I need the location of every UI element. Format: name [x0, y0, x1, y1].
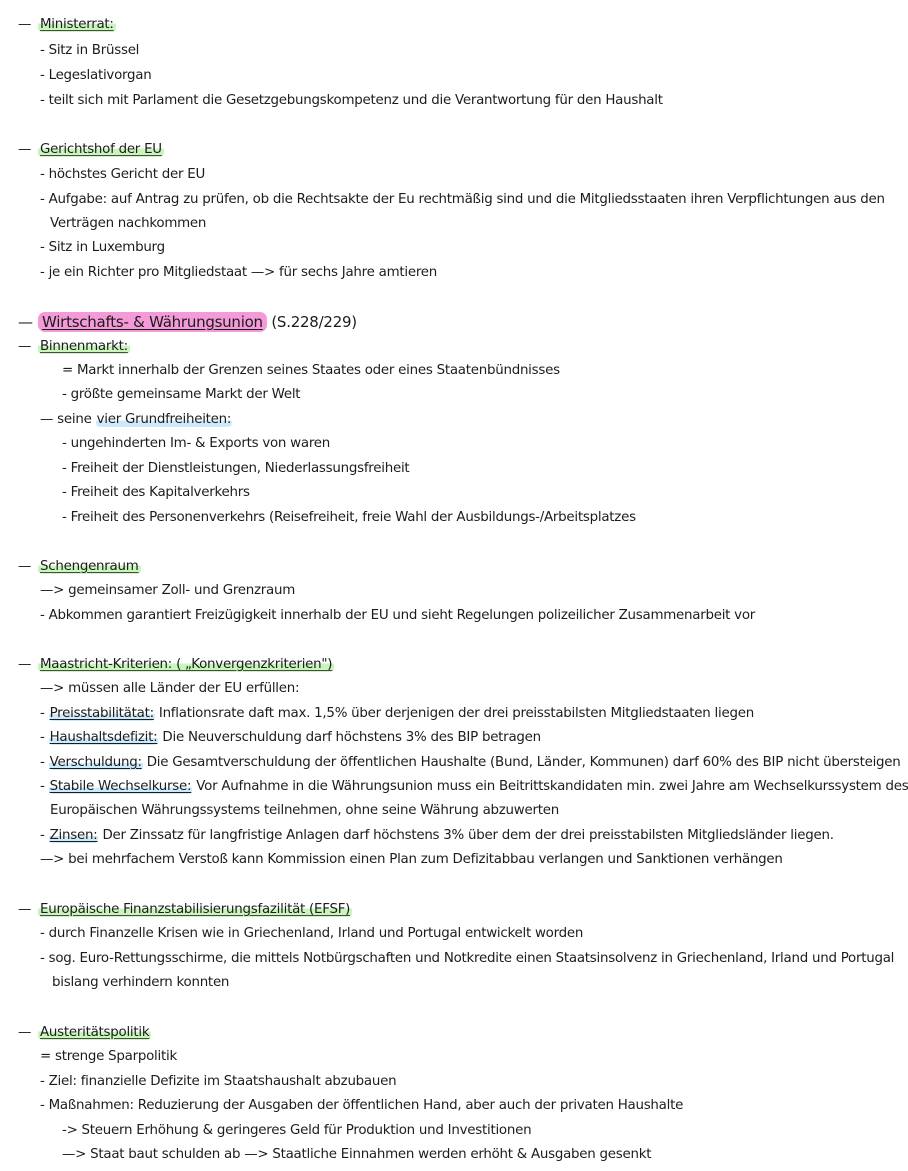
- list-item: - größte gemeinsame Markt der Welt: [62, 387, 301, 402]
- wwu-title: Wirtschafts- & Währungsunion: [38, 312, 267, 332]
- maastricht-consequence: —> bei mehrfachem Verstoß kann Kommission einen Plan zum Defizitabbau verlangen und Sanktionen verhängen: [40, 852, 783, 867]
- list-item: -> Steuern Erhöhung & geringeres Geld für Produktion und Investitionen: [62, 1123, 532, 1138]
- heading-maastricht: — Maastricht-Kriterien: ( „Konvergenzkriterien"): [18, 657, 333, 672]
- heading-ministerrat: — Ministerrat:: [18, 17, 114, 32]
- list-item: - teilt sich mit Parlament die Gesetzgebungskompetenz und die Verantwortung für den Haushalt: [40, 93, 663, 108]
- list-item: = strenge Sparpolitik: [40, 1049, 177, 1064]
- list-item: - Aufgabe: auf Antrag zu prüfen, ob die Rechtsakte der Eu rechtmäßig sind und die Mitgliedsstaaten ihren Verpflichtungen aus den: [40, 192, 885, 207]
- criterion-item: - Verschuldung: Die Gesamtverschuldung der öffentlichen Haushalte (Bund, Länder, Kommunen) darf 60% des BIP nicht übersteigen: [40, 755, 901, 770]
- list-item: - Freiheit der Dienstleistungen, Niederlassungsfreiheit: [62, 461, 410, 476]
- list-item: - sog. Euro-Rettungsschirme, die mittels Notbürgschaften und Notkredite einen Staatsinsolvenz in Griechenland, Irland und Portugal: [40, 951, 895, 966]
- list-item: —> gemeinsamer Zoll- und Grenzraum: [40, 583, 296, 598]
- list-item: - höchstes Gericht der EU: [40, 167, 206, 182]
- list-item: - Abkommen garantiert Freizügigkeit innerhalb der EU und sieht Regelungen polizeilicher Zusammenarbeit vor: [40, 608, 756, 623]
- wwu-page-ref: (S.228/229): [271, 313, 357, 331]
- heading-gerichtshof: — Gerichtshof der EU: [18, 142, 162, 157]
- heading-wwu: — Wirtschafts- & Währungsunion (S.228/229): [18, 313, 357, 331]
- criterion-item: - Preisstabilitätat: Inflationsrate daft max. 1,5% über derjenigen der drei preisstabilsten Mitgliedstaaten liegen: [40, 706, 754, 721]
- list-item: - ungehinderten Im- & Exports von waren: [62, 436, 331, 451]
- heading-schengen: — Schengenraum: [18, 559, 139, 574]
- maastricht-intro: —> müssen alle Länder der EU erfüllen:: [40, 681, 300, 696]
- criterion-item: - Haushaltsdefizit: Die Neuverschuldung darf höchstens 3% des BIP betragen: [40, 730, 541, 745]
- list-item: - Sitz in Luxemburg: [40, 240, 165, 255]
- list-item: - je ein Richter pro Mitgliedstaat —> für sechs Jahre amtieren: [40, 265, 438, 280]
- list-item: - Freiheit des Personenverkehrs (Reisefreiheit, freie Wahl der Ausbildungs-/Arbeitsplatzes: [62, 510, 636, 525]
- list-item: = Markt innerhalb der Grenzen seines Staates oder eines Staatenbündnisses: [62, 363, 560, 378]
- criterion-item: - Zinsen: Der Zinssatz für langfristige Anlagen darf höchstens 3% über dem der drei preisstabilsten Mitgliedsländer liegen.: [40, 828, 834, 843]
- list-item: - Sitz in Brüssel: [40, 43, 140, 58]
- list-item: - Maßnahmen: Reduzierung der Ausgaben der öffentlichen Hand, aber auch der privaten Haushalte: [40, 1098, 684, 1113]
- list-item: - Legeslativorgan: [40, 68, 152, 83]
- list-item: - durch Finanzelle Krisen wie in Griechenland, Irland und Portugal entwickelt worden: [40, 926, 584, 941]
- list-item: Verträgen nachkommen: [50, 216, 207, 231]
- list-item: - Ziel: finanzielle Defizite im Staatshaushalt abzubauen: [40, 1074, 397, 1089]
- grundfreiheiten-heading: — seine vier Grundfreiheiten:: [40, 412, 232, 427]
- heading-efsf: — Europäische Finanzstabilisierungsfazilität (EFSF): [18, 902, 351, 917]
- heading-austeritaet: — Austeritätspolitik: [18, 1025, 150, 1040]
- criterion-continuation: Europäischen Währungssystems teilnehmen, ohne seine Währung abzuwerten: [50, 803, 559, 818]
- list-item: - Freiheit des Kapitalverkehrs: [62, 485, 250, 500]
- criterion-item: - Stabile Wechselkurse: Vor Aufnahme in die Währungsunion muss ein Beitrittskandidaten min. zwei Jahre am Wechselkurssystem des: [40, 779, 908, 794]
- list-item: —> Staat baut schulden ab —> Staatliche Einnahmen werden erhöht & Ausgaben gesenkt: [62, 1147, 652, 1162]
- list-item: bislang verhindern konnten: [52, 975, 230, 990]
- heading-binnenmarkt: — Binnenmarkt:: [18, 339, 128, 354]
